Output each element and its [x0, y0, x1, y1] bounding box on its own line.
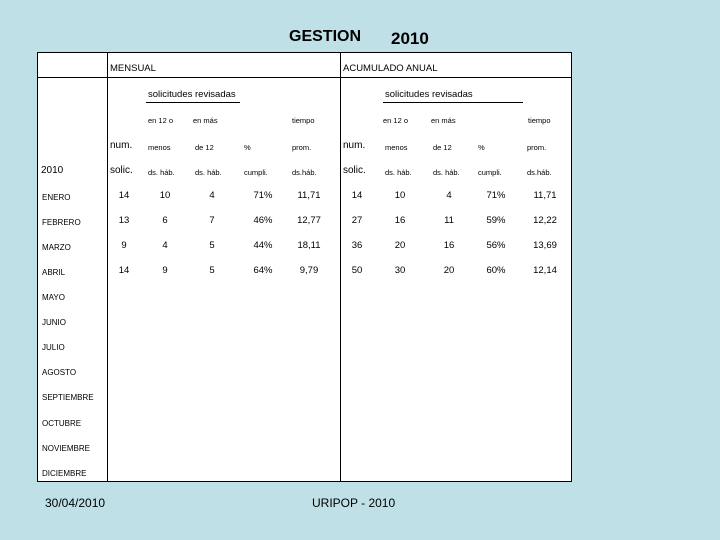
- a-prom-label: prom.: [527, 143, 547, 152]
- footer-center-label: URIPOP - 2010: [312, 496, 396, 510]
- m-dshab-label-2: ds. háb.: [195, 168, 222, 177]
- cell: 56%: [486, 240, 506, 251]
- cell: 64%: [253, 265, 273, 276]
- cell: 18,11: [297, 240, 321, 251]
- a-menos-label: menos: [385, 143, 408, 152]
- cell: 12,14: [533, 265, 557, 276]
- a-de12-label: de 12: [433, 143, 452, 152]
- a-dshab-label-3: ds.háb.: [527, 168, 552, 177]
- cell: 10: [159, 190, 171, 201]
- cell: 20: [443, 265, 455, 276]
- mensual-solicitudes-label: solicitudes revisadas: [148, 89, 236, 100]
- a-tiempo-label: tiempo: [528, 116, 551, 125]
- month-label-septiembre: SEPTIEMBRE: [42, 393, 94, 402]
- month-column-divider: [107, 53, 108, 481]
- cell: 5: [209, 265, 215, 276]
- m-cumpli-label: cumpli.: [244, 168, 268, 177]
- cell: 13: [118, 215, 130, 226]
- month-label-julio: JULIO: [42, 343, 65, 352]
- section-divider: [340, 53, 341, 481]
- acumulado-solicitudes-label: solicitudes revisadas: [385, 89, 473, 100]
- m-de12-label: de 12: [195, 143, 214, 152]
- cell: 6: [162, 215, 168, 226]
- cell: 14: [118, 190, 130, 201]
- cell: 50: [351, 265, 363, 276]
- slide-title: [0, 28, 720, 50]
- cell: 7: [209, 215, 215, 226]
- cell: 4: [446, 190, 452, 201]
- cell: 9,79: [299, 265, 319, 276]
- month-label-noviembre: NOVIEMBRE: [42, 444, 91, 453]
- mensual-subheader-line: [146, 102, 240, 103]
- a-pct-label: %: [478, 143, 485, 152]
- cell: 9: [162, 265, 168, 276]
- month-label-octubre: OCTUBRE: [42, 419, 82, 428]
- m-menos-label: menos: [148, 143, 171, 152]
- month-label-enero: ENERO: [42, 193, 71, 202]
- a-en12o-label: en 12 o: [383, 116, 409, 125]
- cell: 44%: [253, 240, 273, 251]
- cell: 5: [209, 240, 215, 251]
- cell: 46%: [253, 215, 273, 226]
- m-tiempo-label: tiempo: [292, 116, 315, 125]
- cell: 71%: [486, 190, 506, 201]
- cell: 36: [351, 240, 363, 251]
- cell: 59%: [486, 215, 506, 226]
- cell: 16: [394, 215, 406, 226]
- cell: 11,71: [297, 190, 321, 201]
- acumulado-subheader-line: [383, 102, 523, 103]
- cell: 11: [444, 215, 454, 226]
- month-label-junio: JUNIO: [42, 318, 66, 327]
- a-dshab-label-1: ds. háb.: [385, 168, 412, 177]
- month-label-diciembre: DICIEMBRE: [42, 469, 87, 478]
- mensual-label: MENSUAL: [110, 63, 156, 74]
- cell: 4: [209, 190, 215, 201]
- cell: 10: [394, 190, 406, 201]
- title-word: GESTION: [289, 28, 362, 45]
- a-enmas-label: en más: [431, 116, 456, 125]
- a-dshab-label-2: ds. háb.: [433, 168, 460, 177]
- title-year: 2010: [391, 29, 429, 48]
- year-label: 2010: [41, 165, 64, 176]
- m-dshab-label-3: ds.háb.: [292, 168, 317, 177]
- a-num-label: num.: [343, 140, 366, 151]
- a-solic-label: solic.: [343, 165, 366, 176]
- cell: 13,69: [533, 240, 557, 251]
- m-dshab-label-1: ds. háb.: [148, 168, 175, 177]
- report-table: [37, 52, 572, 482]
- cell: 71%: [253, 190, 273, 201]
- cell: 14: [118, 265, 130, 276]
- cell: 16: [443, 240, 455, 251]
- m-pct-label: %: [244, 143, 251, 152]
- month-label-marzo: MARZO: [42, 243, 71, 252]
- month-label-agosto: AGOSTO: [42, 368, 77, 377]
- cell: 11,71: [533, 190, 557, 201]
- m-enmas-label: en más: [193, 116, 218, 125]
- cell: 4: [162, 240, 168, 251]
- m-en12o-label: en 12 o: [148, 116, 174, 125]
- m-num-label: num.: [110, 140, 133, 151]
- cell: 60%: [486, 265, 506, 276]
- cell: 12,77: [297, 215, 321, 226]
- cell: 9: [121, 240, 127, 251]
- a-cumpli-label: cumpli.: [478, 168, 502, 177]
- cell: 12,22: [533, 215, 557, 226]
- cell: 20: [394, 240, 406, 251]
- m-solic-label: solic.: [110, 165, 133, 176]
- month-label-mayo: MAYO: [42, 293, 65, 302]
- cell: 30: [394, 265, 406, 276]
- header-divider: [38, 77, 571, 78]
- month-label-abril: ABRIL: [42, 268, 66, 277]
- acumulado-label: ACUMULADO ANUAL: [343, 63, 438, 74]
- month-label-febrero: FEBRERO: [42, 218, 81, 227]
- cell: 14: [351, 190, 363, 201]
- footer-date: 30/04/2010: [45, 496, 106, 510]
- m-prom-label: prom.: [292, 143, 312, 152]
- cell: 27: [351, 215, 363, 226]
